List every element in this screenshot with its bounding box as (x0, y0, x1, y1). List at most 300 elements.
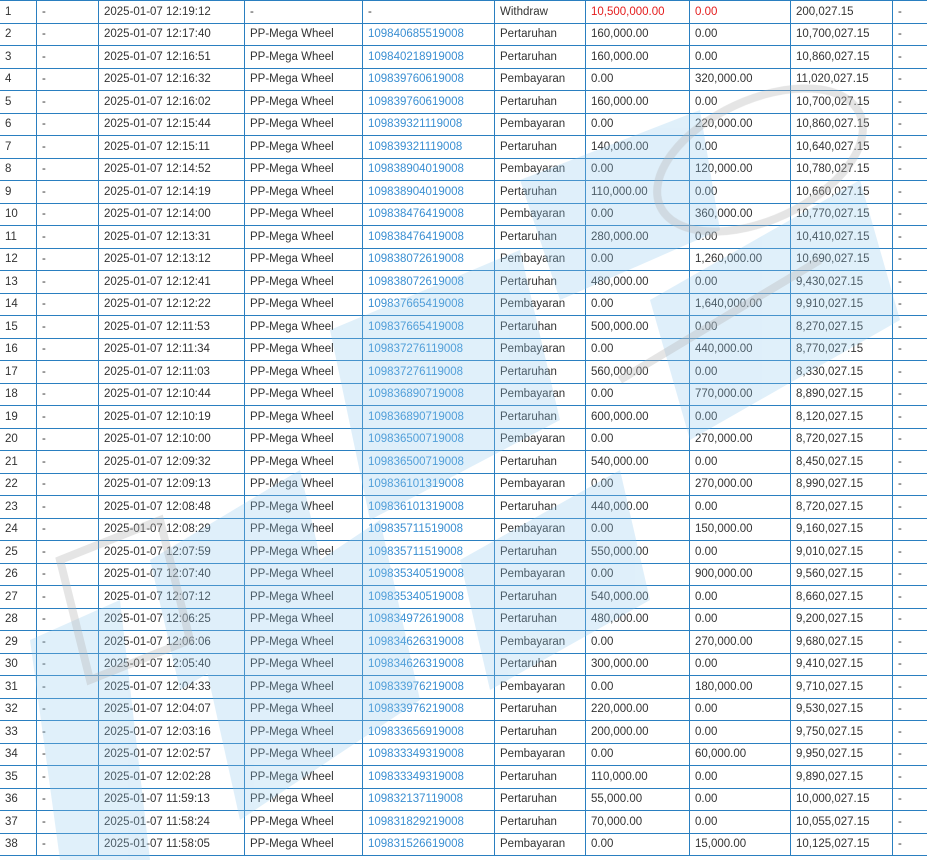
game-cell: PP-Mega Wheel (245, 518, 363, 541)
action-cell: - (893, 226, 927, 249)
debit-cell: 0.00 (586, 248, 690, 271)
table-row (0, 721, 927, 744)
agent-cell: - (37, 338, 99, 361)
credit-cell: 0.00 (690, 361, 791, 384)
type-cell: Pertaruhan (495, 46, 586, 69)
credit-cell: 15,000.00 (690, 833, 791, 856)
type-cell: Pertaruhan (495, 541, 586, 564)
balance-cell: 8,120,027.15 (791, 406, 893, 429)
time-cell: 2025-01-07 12:08:29 (99, 518, 245, 541)
row-number: 18 (0, 383, 37, 406)
credit-cell: 0.00 (690, 91, 791, 114)
credit-cell: 0.00 (690, 653, 791, 676)
agent-cell: - (37, 676, 99, 699)
debit-cell: 0.00 (586, 631, 690, 654)
game-cell: PP-Mega Wheel (245, 698, 363, 721)
agent-cell: - (37, 563, 99, 586)
time-cell: 2025-01-07 12:03:16 (99, 721, 245, 744)
credit-cell: 0.00 (690, 451, 791, 474)
balance-cell: 10,000,027.15 (791, 788, 893, 811)
reference-link[interactable]: 109833976219008 (363, 698, 495, 721)
game-cell: PP-Mega Wheel (245, 181, 363, 204)
agent-cell: - (37, 631, 99, 654)
agent-cell: - (37, 383, 99, 406)
time-cell: 2025-01-07 12:15:11 (99, 136, 245, 159)
table-row (0, 23, 927, 46)
row-number: 33 (0, 721, 37, 744)
table-row (0, 676, 927, 699)
table-row (0, 833, 927, 856)
game-cell: PP-Mega Wheel (245, 383, 363, 406)
reference-link[interactable]: 109836890719008 (363, 383, 495, 406)
action-cell: - (893, 316, 927, 339)
reference-link[interactable]: 109838072619008 (363, 248, 495, 271)
debit-cell: 160,000.00 (586, 91, 690, 114)
credit-cell: 0.00 (690, 136, 791, 159)
reference-link[interactable]: 109838904019008 (363, 181, 495, 204)
action-cell: - (893, 631, 927, 654)
balance-cell: 10,700,027.15 (791, 91, 893, 114)
action-cell: - (893, 361, 927, 384)
balance-cell: 8,720,027.15 (791, 428, 893, 451)
action-cell: - (893, 68, 927, 91)
debit-cell: 0.00 (586, 158, 690, 181)
reference-link[interactable]: 109836500719008 (363, 451, 495, 474)
reference-link[interactable]: 109837665419008 (363, 316, 495, 339)
row-number: 30 (0, 653, 37, 676)
reference-link[interactable]: 109839321119008 (363, 136, 495, 159)
time-cell: 2025-01-07 12:14:19 (99, 181, 245, 204)
reference-link[interactable]: 109840685519008 (363, 23, 495, 46)
balance-cell: 9,710,027.15 (791, 676, 893, 699)
game-cell: PP-Mega Wheel (245, 766, 363, 789)
debit-cell: 70,000.00 (586, 811, 690, 834)
time-cell: 2025-01-07 12:07:12 (99, 586, 245, 609)
debit-cell: 440,000.00 (586, 496, 690, 519)
credit-cell: 0.00 (690, 788, 791, 811)
debit-cell: 280,000.00 (586, 226, 690, 249)
reference-link[interactable]: 109839760619008 (363, 91, 495, 114)
balance-cell: 8,450,027.15 (791, 451, 893, 474)
credit-cell: 0.00 (690, 766, 791, 789)
time-cell: 2025-01-07 11:58:05 (99, 833, 245, 856)
table-row (0, 653, 927, 676)
balance-cell: 200,027.15 (791, 1, 893, 24)
debit-cell: 0.00 (586, 113, 690, 136)
table-row (0, 271, 927, 294)
debit-cell: 480,000.00 (586, 608, 690, 631)
row-number: 4 (0, 68, 37, 91)
table-row (0, 631, 927, 654)
balance-cell: 9,680,027.15 (791, 631, 893, 654)
game-cell: PP-Mega Wheel (245, 451, 363, 474)
debit-cell: 0.00 (586, 293, 690, 316)
row-number: 16 (0, 338, 37, 361)
agent-cell: - (37, 833, 99, 856)
agent-cell: - (37, 46, 99, 69)
type-cell: Pertaruhan (495, 271, 586, 294)
agent-cell: - (37, 496, 99, 519)
reference-link[interactable]: 109838476419008 (363, 226, 495, 249)
credit-cell: 270,000.00 (690, 473, 791, 496)
table-row (0, 406, 927, 429)
action-cell: - (893, 766, 927, 789)
type-cell: Pembayaran (495, 293, 586, 316)
agent-cell: - (37, 653, 99, 676)
action-cell: - (893, 541, 927, 564)
game-cell: PP-Mega Wheel (245, 563, 363, 586)
reference-link[interactable]: 109831829219008 (363, 811, 495, 834)
time-cell: 2025-01-07 12:10:00 (99, 428, 245, 451)
table-row (0, 586, 927, 609)
game-cell: PP-Mega Wheel (245, 91, 363, 114)
reference-link[interactable]: 109839760619008 (363, 68, 495, 91)
game-cell: PP-Mega Wheel (245, 271, 363, 294)
balance-cell: 11,020,027.15 (791, 68, 893, 91)
game-cell: PP-Mega Wheel (245, 653, 363, 676)
debit-cell: 560,000.00 (586, 361, 690, 384)
action-cell: - (893, 248, 927, 271)
reference-link[interactable]: 109835340519008 (363, 563, 495, 586)
game-cell: PP-Mega Wheel (245, 226, 363, 249)
reference-link[interactable]: 109836101319008 (363, 473, 495, 496)
game-cell: PP-Mega Wheel (245, 833, 363, 856)
action-cell: - (893, 91, 927, 114)
type-cell: Withdraw (495, 1, 586, 24)
row-number: 14 (0, 293, 37, 316)
type-cell: Pembayaran (495, 428, 586, 451)
reference-link[interactable]: 109838476419008 (363, 203, 495, 226)
balance-cell: 10,860,027.15 (791, 46, 893, 69)
table-row (0, 361, 927, 384)
time-cell: 2025-01-07 12:13:12 (99, 248, 245, 271)
balance-cell: 9,560,027.15 (791, 563, 893, 586)
table-row (0, 428, 927, 451)
table-row (0, 518, 927, 541)
time-cell: 2025-01-07 12:11:03 (99, 361, 245, 384)
row-number: 23 (0, 496, 37, 519)
reference-link[interactable]: 109837276119008 (363, 361, 495, 384)
time-cell: 2025-01-07 12:04:33 (99, 676, 245, 699)
type-cell: Pertaruhan (495, 361, 586, 384)
table-row (0, 563, 927, 586)
balance-cell: 9,410,027.15 (791, 653, 893, 676)
row-number: 3 (0, 46, 37, 69)
reference-link[interactable]: 109838904019008 (363, 158, 495, 181)
debit-cell: 10,500,000.00 (586, 1, 690, 24)
type-cell: Pertaruhan (495, 406, 586, 429)
agent-cell: - (37, 766, 99, 789)
credit-cell: 0.00 (690, 698, 791, 721)
row-number: 20 (0, 428, 37, 451)
type-cell: Pertaruhan (495, 23, 586, 46)
agent-cell: - (37, 293, 99, 316)
game-cell: PP-Mega Wheel (245, 68, 363, 91)
time-cell: 2025-01-07 12:11:53 (99, 316, 245, 339)
table-row (0, 608, 927, 631)
credit-cell: 120,000.00 (690, 158, 791, 181)
agent-cell: - (37, 136, 99, 159)
type-cell: Pembayaran (495, 203, 586, 226)
agent-cell: - (37, 721, 99, 744)
action-cell: - (893, 721, 927, 744)
reference-link[interactable]: 109837276119008 (363, 338, 495, 361)
action-cell: - (893, 406, 927, 429)
credit-cell: 0.00 (690, 541, 791, 564)
credit-cell: 0.00 (690, 23, 791, 46)
balance-cell: 10,055,027.15 (791, 811, 893, 834)
game-cell: - (245, 1, 363, 24)
game-cell: PP-Mega Wheel (245, 811, 363, 834)
row-number: 31 (0, 676, 37, 699)
balance-cell: 10,640,027.15 (791, 136, 893, 159)
balance-cell: 9,950,027.15 (791, 743, 893, 766)
reference-link[interactable]: 109836500719008 (363, 428, 495, 451)
debit-cell: 0.00 (586, 338, 690, 361)
time-cell: 2025-01-07 12:15:44 (99, 113, 245, 136)
action-cell: - (893, 383, 927, 406)
game-cell: PP-Mega Wheel (245, 203, 363, 226)
action-cell: - (893, 136, 927, 159)
credit-cell: 0.00 (690, 271, 791, 294)
row-number: 28 (0, 608, 37, 631)
time-cell: 2025-01-07 12:06:25 (99, 608, 245, 631)
credit-cell: 770,000.00 (690, 383, 791, 406)
debit-cell: 540,000.00 (586, 586, 690, 609)
table-row (0, 181, 927, 204)
game-cell: PP-Mega Wheel (245, 428, 363, 451)
row-number: 1 (0, 1, 37, 24)
credit-cell: 900,000.00 (690, 563, 791, 586)
row-number: 25 (0, 541, 37, 564)
type-cell: Pertaruhan (495, 653, 586, 676)
time-cell: 2025-01-07 12:07:59 (99, 541, 245, 564)
table-row (0, 158, 927, 181)
type-cell: Pertaruhan (495, 316, 586, 339)
time-cell: 2025-01-07 12:12:22 (99, 293, 245, 316)
agent-cell: - (37, 181, 99, 204)
table-row (0, 496, 927, 519)
action-cell: - (893, 743, 927, 766)
debit-cell: 0.00 (586, 563, 690, 586)
credit-cell: 220,000.00 (690, 113, 791, 136)
balance-cell: 8,770,027.15 (791, 338, 893, 361)
row-number: 9 (0, 181, 37, 204)
reference-link[interactable]: 109834972619008 (363, 608, 495, 631)
credit-cell: 0.00 (690, 406, 791, 429)
type-cell: Pembayaran (495, 338, 586, 361)
debit-cell: 300,000.00 (586, 653, 690, 676)
action-cell: - (893, 451, 927, 474)
table-row (0, 338, 927, 361)
game-cell: PP-Mega Wheel (245, 743, 363, 766)
action-cell: - (893, 181, 927, 204)
row-number: 6 (0, 113, 37, 136)
game-cell: PP-Mega Wheel (245, 361, 363, 384)
game-cell: PP-Mega Wheel (245, 473, 363, 496)
table-row (0, 788, 927, 811)
type-cell: Pertaruhan (495, 586, 586, 609)
agent-cell: - (37, 788, 99, 811)
type-cell: Pertaruhan (495, 721, 586, 744)
type-cell: Pembayaran (495, 518, 586, 541)
agent-cell: - (37, 1, 99, 24)
time-cell: 2025-01-07 12:08:48 (99, 496, 245, 519)
reference-link: - (363, 1, 495, 24)
action-cell: - (893, 496, 927, 519)
balance-cell: 9,010,027.15 (791, 541, 893, 564)
action-cell: - (893, 653, 927, 676)
agent-cell: - (37, 361, 99, 384)
row-number: 32 (0, 698, 37, 721)
credit-cell: 0.00 (690, 1, 791, 24)
game-cell: PP-Mega Wheel (245, 248, 363, 271)
type-cell: Pembayaran (495, 833, 586, 856)
credit-cell: 0.00 (690, 721, 791, 744)
time-cell: 2025-01-07 12:11:34 (99, 338, 245, 361)
reference-link[interactable]: 109833976219008 (363, 676, 495, 699)
reference-link[interactable]: 109835711519008 (363, 541, 495, 564)
type-cell: Pembayaran (495, 563, 586, 586)
agent-cell: - (37, 271, 99, 294)
action-cell: - (893, 428, 927, 451)
agent-cell: - (37, 406, 99, 429)
time-cell: 2025-01-07 12:09:32 (99, 451, 245, 474)
game-cell: PP-Mega Wheel (245, 541, 363, 564)
row-number: 35 (0, 766, 37, 789)
credit-cell: 440,000.00 (690, 338, 791, 361)
balance-cell: 10,770,027.15 (791, 203, 893, 226)
balance-cell: 9,430,027.15 (791, 271, 893, 294)
game-cell: PP-Mega Wheel (245, 338, 363, 361)
balance-cell: 10,780,027.15 (791, 158, 893, 181)
reference-link[interactable]: 109838072619008 (363, 271, 495, 294)
action-cell: - (893, 46, 927, 69)
game-cell: PP-Mega Wheel (245, 496, 363, 519)
row-number: 26 (0, 563, 37, 586)
type-cell: Pertaruhan (495, 451, 586, 474)
time-cell: 2025-01-07 11:58:24 (99, 811, 245, 834)
row-number: 21 (0, 451, 37, 474)
debit-cell: 160,000.00 (586, 23, 690, 46)
debit-cell: 110,000.00 (586, 766, 690, 789)
reference-link[interactable]: 109834626319008 (363, 631, 495, 654)
agent-cell: - (37, 248, 99, 271)
reference-link[interactable]: 109835711519008 (363, 518, 495, 541)
type-cell: Pembayaran (495, 473, 586, 496)
reference-link[interactable]: 109833349319008 (363, 766, 495, 789)
agent-cell: - (37, 226, 99, 249)
table-row (0, 316, 927, 339)
agent-cell: - (37, 113, 99, 136)
game-cell: PP-Mega Wheel (245, 46, 363, 69)
type-cell: Pembayaran (495, 676, 586, 699)
debit-cell: 0.00 (586, 676, 690, 699)
debit-cell: 0.00 (586, 743, 690, 766)
reference-link[interactable]: 109834626319008 (363, 653, 495, 676)
type-cell: Pembayaran (495, 631, 586, 654)
balance-cell: 10,860,027.15 (791, 113, 893, 136)
type-cell: Pembayaran (495, 68, 586, 91)
game-cell: PP-Mega Wheel (245, 788, 363, 811)
debit-cell: 0.00 (586, 473, 690, 496)
credit-cell: 0.00 (690, 181, 791, 204)
balance-cell: 9,910,027.15 (791, 293, 893, 316)
reference-link[interactable]: 109839321119008 (363, 113, 495, 136)
time-cell: 2025-01-07 12:02:57 (99, 743, 245, 766)
reference-link[interactable]: 109836101319008 (363, 496, 495, 519)
balance-cell: 9,890,027.15 (791, 766, 893, 789)
type-cell: Pertaruhan (495, 181, 586, 204)
game-cell: PP-Mega Wheel (245, 293, 363, 316)
type-cell: Pertaruhan (495, 698, 586, 721)
time-cell: 2025-01-07 12:14:52 (99, 158, 245, 181)
credit-cell: 1,260,000.00 (690, 248, 791, 271)
balance-cell: 9,750,027.15 (791, 721, 893, 744)
time-cell: 2025-01-07 12:16:02 (99, 91, 245, 114)
agent-cell: - (37, 541, 99, 564)
reference-link[interactable]: 109840218919008 (363, 46, 495, 69)
reference-link[interactable]: 109836890719008 (363, 406, 495, 429)
action-cell: - (893, 158, 927, 181)
action-cell: - (893, 113, 927, 136)
game-cell: PP-Mega Wheel (245, 23, 363, 46)
debit-cell: 600,000.00 (586, 406, 690, 429)
reference-link[interactable]: 109833656919008 (363, 721, 495, 744)
time-cell: 2025-01-07 12:06:06 (99, 631, 245, 654)
debit-cell: 480,000.00 (586, 271, 690, 294)
balance-cell: 10,690,027.15 (791, 248, 893, 271)
agent-cell: - (37, 428, 99, 451)
row-number: 37 (0, 811, 37, 834)
reference-link[interactable]: 109837665419008 (363, 293, 495, 316)
table-row (0, 383, 927, 406)
game-cell: PP-Mega Wheel (245, 631, 363, 654)
debit-cell: 0.00 (586, 68, 690, 91)
debit-cell: 220,000.00 (586, 698, 690, 721)
debit-cell: 0.00 (586, 203, 690, 226)
row-number: 10 (0, 203, 37, 226)
time-cell: 2025-01-07 12:19:12 (99, 1, 245, 24)
time-cell: 2025-01-07 12:16:32 (99, 68, 245, 91)
type-cell: Pembayaran (495, 113, 586, 136)
reference-link[interactable]: 109835340519008 (363, 586, 495, 609)
credit-cell: 270,000.00 (690, 631, 791, 654)
reference-link[interactable]: 109831526619008 (363, 833, 495, 856)
reference-link[interactable]: 109832137119008 (363, 788, 495, 811)
table-row (0, 743, 927, 766)
balance-cell: 8,990,027.15 (791, 473, 893, 496)
table-row (0, 68, 927, 91)
game-cell: PP-Mega Wheel (245, 406, 363, 429)
credit-cell: 0.00 (690, 46, 791, 69)
debit-cell: 160,000.00 (586, 46, 690, 69)
action-cell: - (893, 271, 927, 294)
debit-cell: 500,000.00 (586, 316, 690, 339)
reference-link[interactable]: 109833349319008 (363, 743, 495, 766)
balance-cell: 8,720,027.15 (791, 496, 893, 519)
time-cell: 2025-01-07 12:16:51 (99, 46, 245, 69)
balance-cell: 10,700,027.15 (791, 23, 893, 46)
debit-cell: 110,000.00 (586, 181, 690, 204)
game-cell: PP-Mega Wheel (245, 316, 363, 339)
time-cell: 2025-01-07 12:02:28 (99, 766, 245, 789)
type-cell: Pertaruhan (495, 226, 586, 249)
time-cell: 2025-01-07 12:14:00 (99, 203, 245, 226)
table-row (0, 46, 927, 69)
table-row (0, 293, 927, 316)
agent-cell: - (37, 203, 99, 226)
